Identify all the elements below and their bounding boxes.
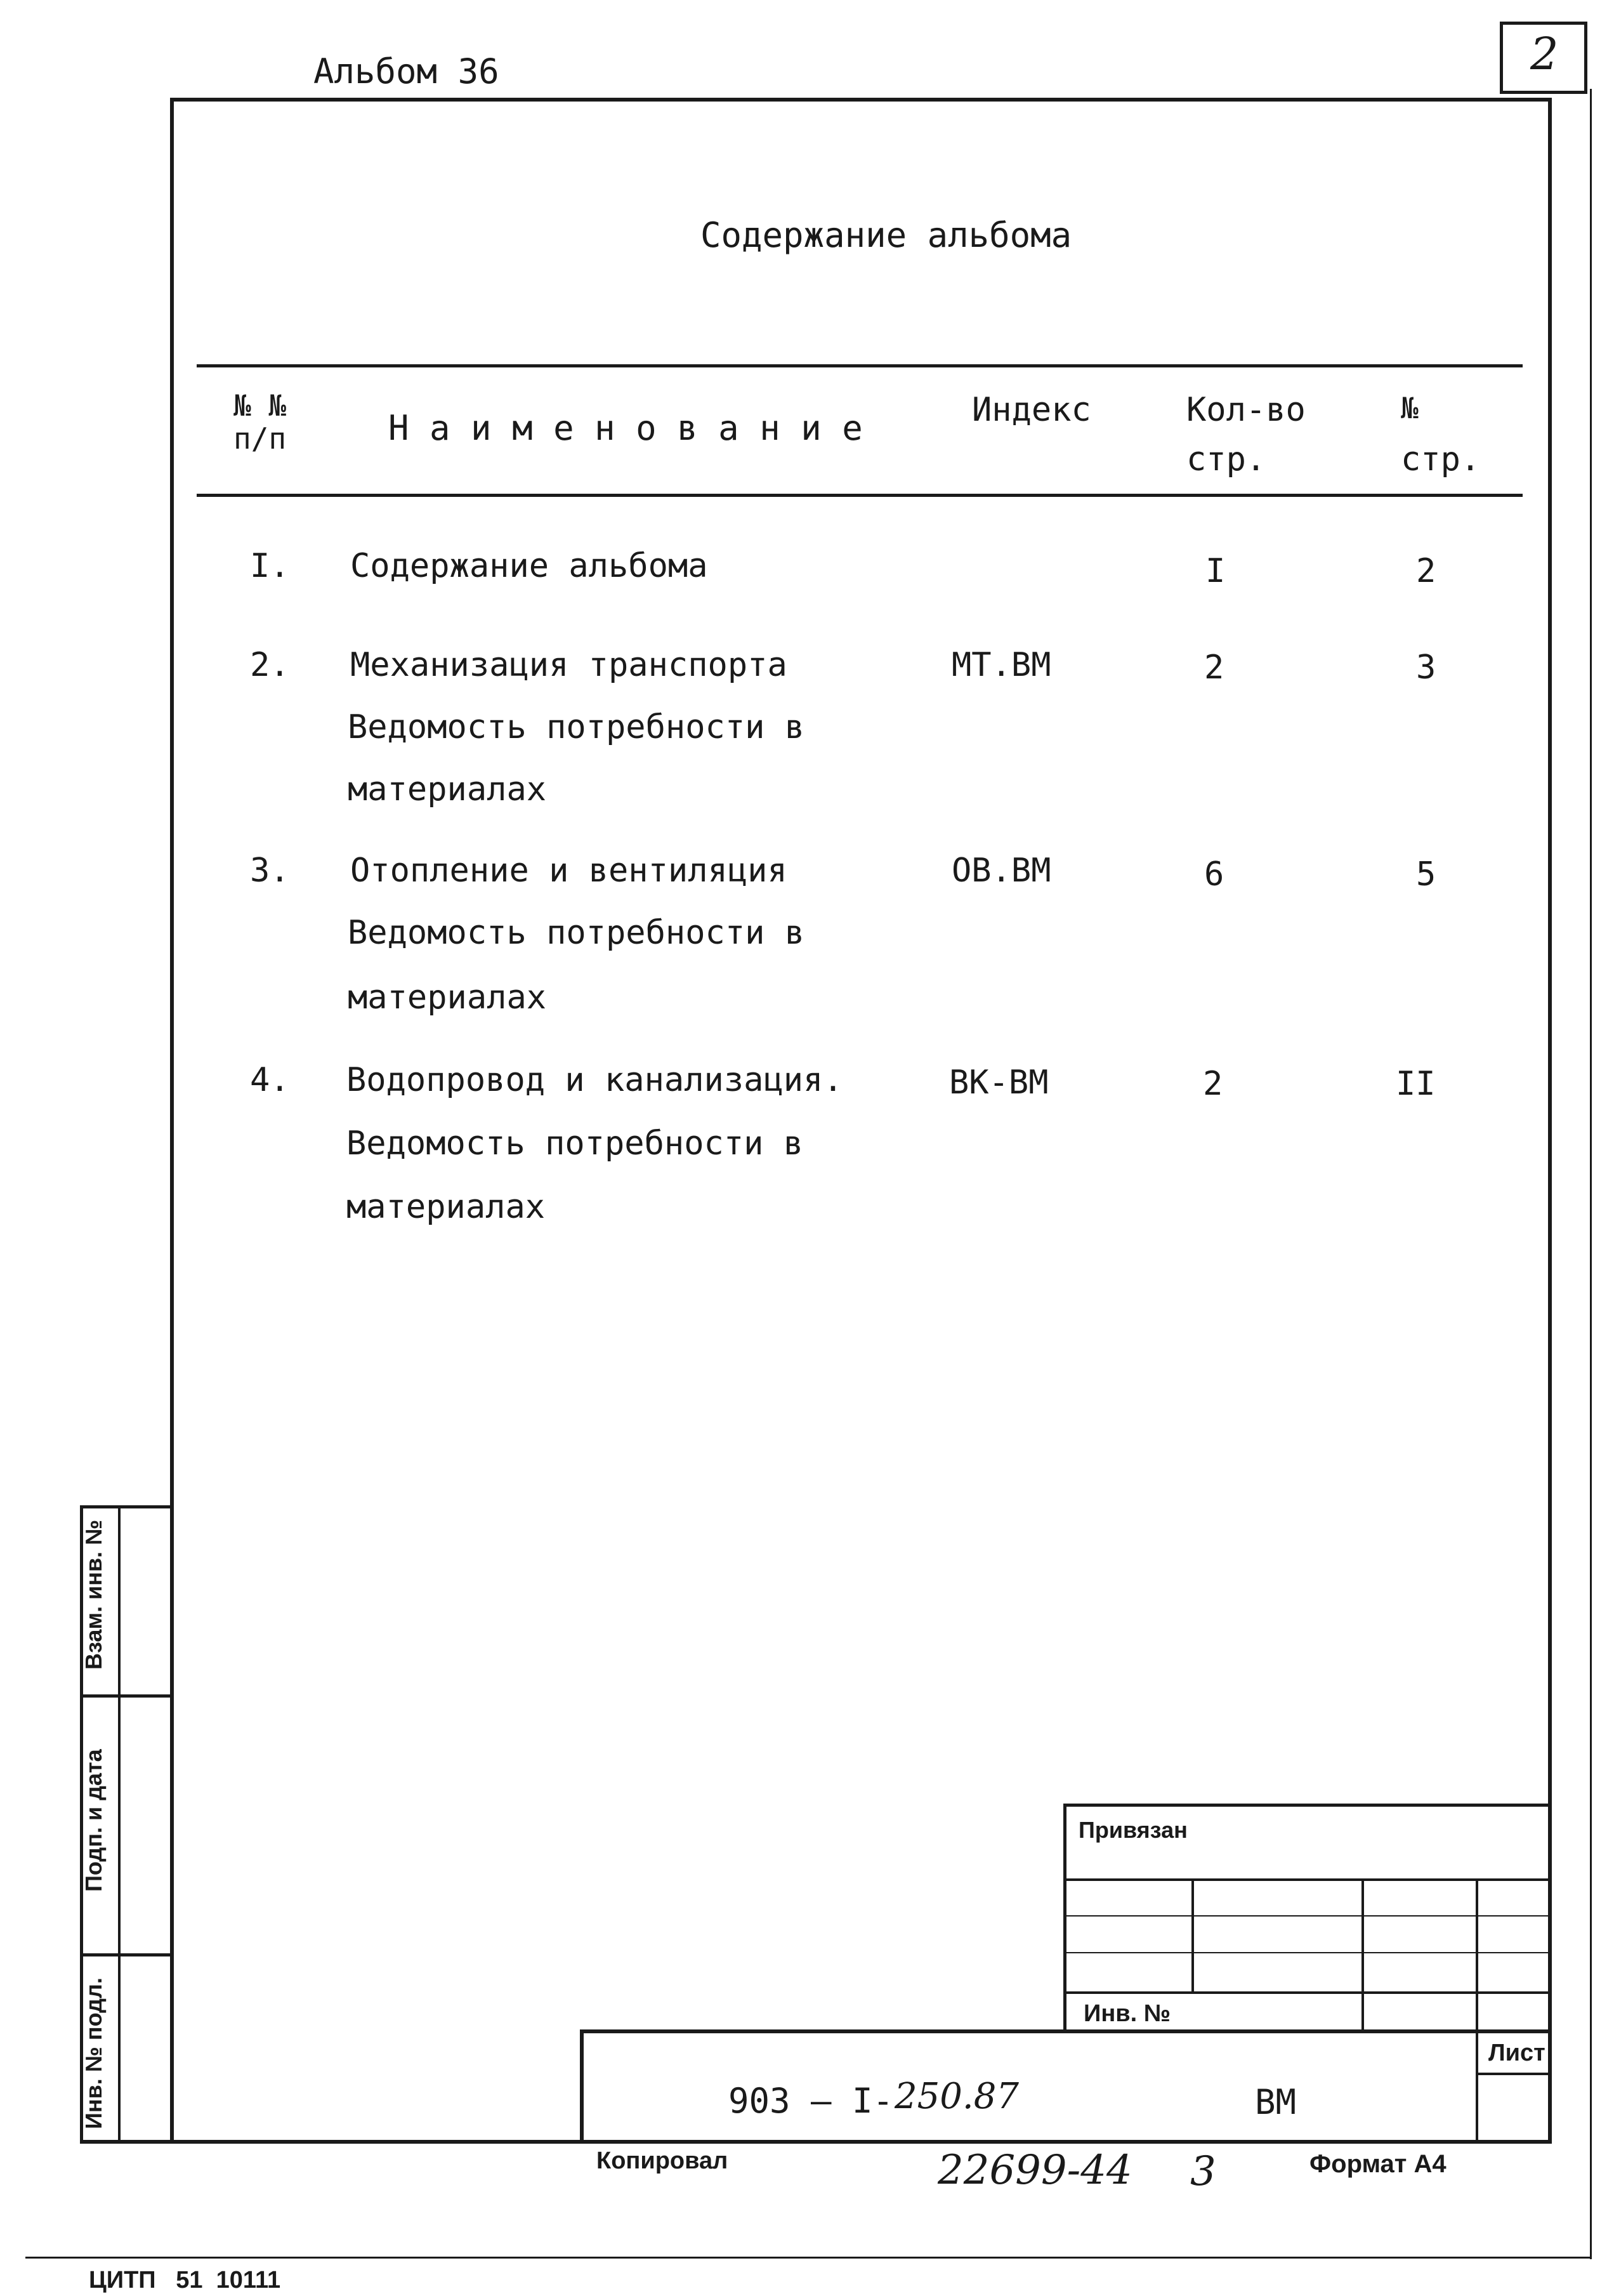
album-label: Альбом 36: [313, 51, 499, 91]
header-num-line2: п/п: [233, 421, 287, 456]
footer-kopiroval: Копировал: [596, 2148, 728, 2174]
title-block-designation-suffix: 250.87: [895, 2076, 1019, 2117]
row-name-line: Ведомость потребности в: [348, 914, 805, 952]
title-block-list-label: Лист: [1488, 2040, 1545, 2066]
row-name-line: Отопление и вентиляция: [350, 852, 787, 890]
row-page-no: 2: [1416, 552, 1436, 590]
row-index: ОВ.ВМ: [952, 852, 1051, 890]
table-header-top-line: [197, 364, 1523, 367]
row-name-line: Водопровод и канализация.: [346, 1061, 843, 1099]
row-num: I.: [250, 547, 290, 585]
row-num: 3.: [250, 852, 290, 890]
row-page-no: 5: [1416, 855, 1436, 894]
page-title: Содержание альбома: [700, 215, 1072, 255]
sheet-edge-right: [1590, 89, 1592, 2259]
row-pages-count: 6: [1204, 855, 1224, 894]
row-num: 4.: [250, 1061, 290, 1099]
row-num: 2.: [250, 646, 290, 684]
row-pages-count: 2: [1203, 1065, 1223, 1103]
row-name-line: Содержание альбома: [350, 547, 708, 585]
title-block: [580, 1804, 1552, 2142]
row-pages-count: 2: [1204, 649, 1224, 687]
title-block-privyazan: Привязан: [1079, 1817, 1188, 1843]
header-page-no-line1: №: [1401, 391, 1419, 425]
side-stamp-vzam-inv: Взам. инв. №: [81, 1519, 107, 1670]
header-num-line1: № №: [233, 388, 287, 423]
title-block-code: ВМ: [1255, 2082, 1297, 2122]
header-pages-count-line2: стр.: [1186, 440, 1266, 478]
footer-format: Формат A4: [1309, 2150, 1447, 2178]
row-name-line: материалах: [346, 1188, 546, 1226]
row-page-no: II: [1396, 1065, 1436, 1103]
footer-order-number: 22699-44: [938, 2147, 1132, 2194]
row-name-line: материалах: [348, 979, 547, 1017]
footer-sheet-number: 3: [1190, 2148, 1216, 2195]
row-pages-count: I: [1205, 552, 1226, 590]
header-name: Н а и м е н о в а н и е: [388, 408, 863, 448]
row-name-line: материалах: [348, 770, 547, 808]
title-block-inv-no: Инв. №: [1084, 2000, 1171, 2027]
row-index: МТ.ВМ: [952, 646, 1051, 684]
row-name-line: Ведомость потребности в: [346, 1125, 804, 1163]
side-stamp-inv-podl: Инв. № подл.: [81, 1977, 107, 2129]
table-header-bottom-line: [197, 494, 1523, 497]
footer-printer-mark: ЦИТП 51 10111: [89, 2267, 281, 2293]
sheet-edge-bottom: [25, 2257, 1591, 2259]
title-block-designation-prefix: 903 – I-: [728, 2081, 894, 2121]
frame-top-line: [170, 98, 1551, 102]
corner-sheet-number: 2: [1530, 28, 1559, 80]
header-index: Индекс: [972, 391, 1091, 429]
row-index: ВК-ВМ: [949, 1064, 1049, 1102]
side-stamp-podp-data: Подп. и дата: [81, 1749, 107, 1892]
row-page-no: 3: [1416, 649, 1436, 687]
row-name-line: Ведомость потребности в: [348, 708, 805, 746]
header-pages-count-line1: Кол-во: [1186, 391, 1306, 429]
row-name-line: Механизация транспорта: [350, 646, 787, 684]
header-page-no-line2: стр.: [1401, 440, 1481, 478]
